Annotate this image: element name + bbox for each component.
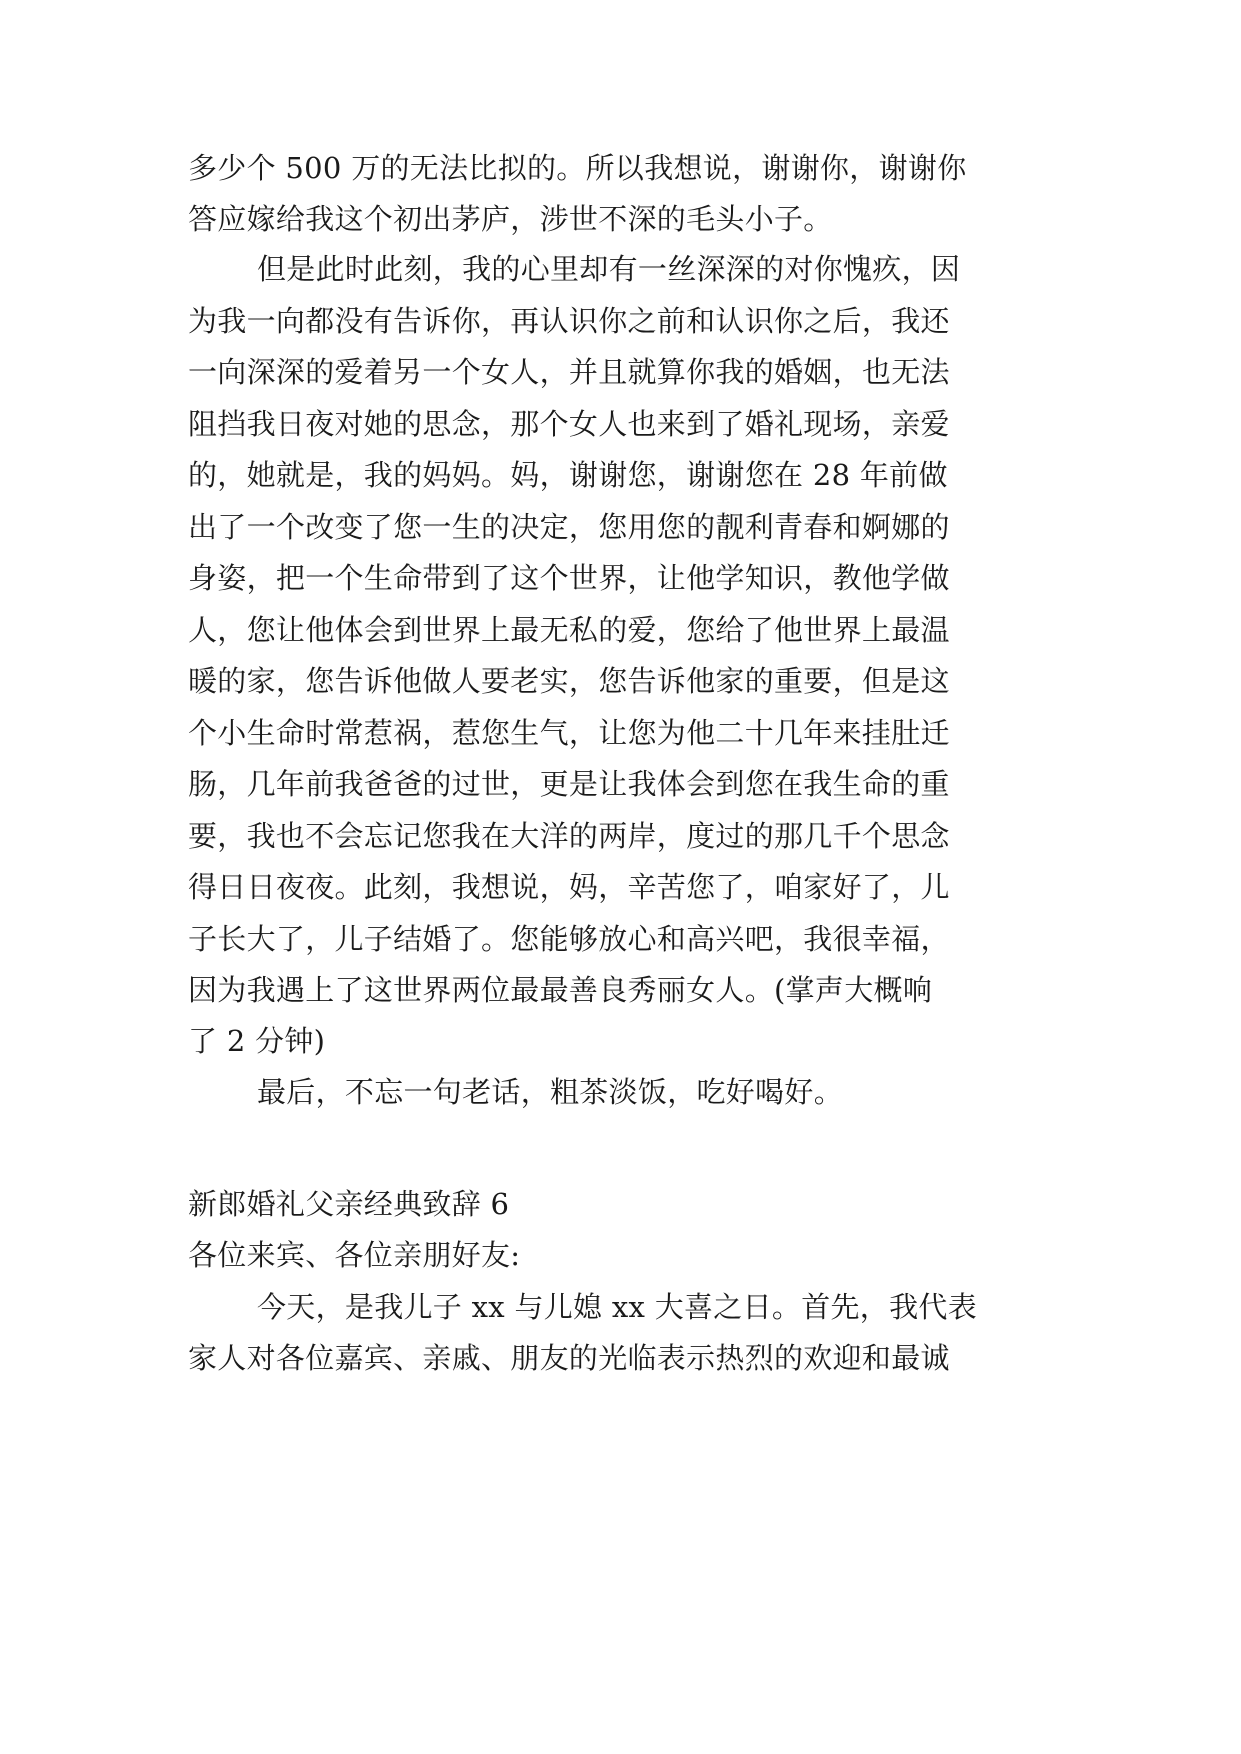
paragraph-line: 阻挡我日夜对她的思念，那个女人也来到了婚礼现场，亲爱	[188, 407, 950, 441]
paragraph-line: 家人对各位嘉宾、亲戚、朋友的光临表示热烈的欢迎和最诚	[188, 1341, 950, 1375]
paragraph-line: 身姿，把一个生命带到了这个世界，让他学知识，教他学做	[188, 561, 950, 595]
salutation: 各位来宾、各位亲朋好友:	[188, 1238, 521, 1272]
paragraph-line: 今天，是我儿子 xx 与儿媳 xx 大喜之日。首先，我代表	[257, 1290, 977, 1324]
paragraph-line: 出了一个改变了您一生的决定，您用您的靓利青春和婀娜的	[188, 510, 950, 544]
paragraph-line: 要，我也不会忘记您我在大洋的两岸，度过的那几千个思念	[188, 819, 950, 853]
paragraph-line: 人，您让他体会到世界上最无私的爱，您给了他世界上最温	[188, 613, 950, 647]
paragraph-line: 个小生命时常惹祸，惹您生气，让您为他二十几年来挂肚迁	[188, 716, 950, 750]
paragraph-line: 答应嫁给我这个初出茅庐，涉世不深的毛头小子。	[188, 202, 833, 236]
paragraph-line: 了 2 分钟)	[188, 1024, 326, 1058]
paragraph-line: 暖的家，您告诉他做人要老实，您告诉他家的重要，但是这	[188, 664, 950, 698]
paragraph-line: 因为我遇上了这世界两位最最善良秀丽女人。(掌声大概响	[188, 973, 933, 1007]
paragraph-line: 子长大了，儿子结婚了。您能够放心和高兴吧，我很幸福，	[188, 922, 950, 956]
paragraph-line: 多少个 500 万的无法比拟的。所以我想说，谢谢你，谢谢你	[188, 151, 967, 185]
paragraph-line: 最后，不忘一句老话，粗茶淡饭，吃好喝好。	[257, 1075, 844, 1109]
paragraph-line: 肠，几年前我爸爸的过世，更是让我体会到您在我生命的重	[188, 767, 950, 801]
paragraph-line: 一向深深的爱着另一个女人，并且就算你我的婚姻，也无法	[188, 355, 950, 389]
section-title: 新郎婚礼父亲经典致辞 6	[188, 1187, 510, 1221]
paragraph-line: 为我一向都没有告诉你，再认识你之前和认识你之后，我还	[188, 304, 950, 338]
paragraph-line: 得日日夜夜。此刻，我想说，妈，辛苦您了，咱家好了，儿	[188, 870, 950, 904]
paragraph-line: 的，她就是，我的妈妈。妈，谢谢您，谢谢您在 28 年前做	[188, 458, 948, 492]
paragraph-line: 但是此时此刻，我的心里却有一丝深深的对你愧疚，因	[257, 252, 961, 286]
